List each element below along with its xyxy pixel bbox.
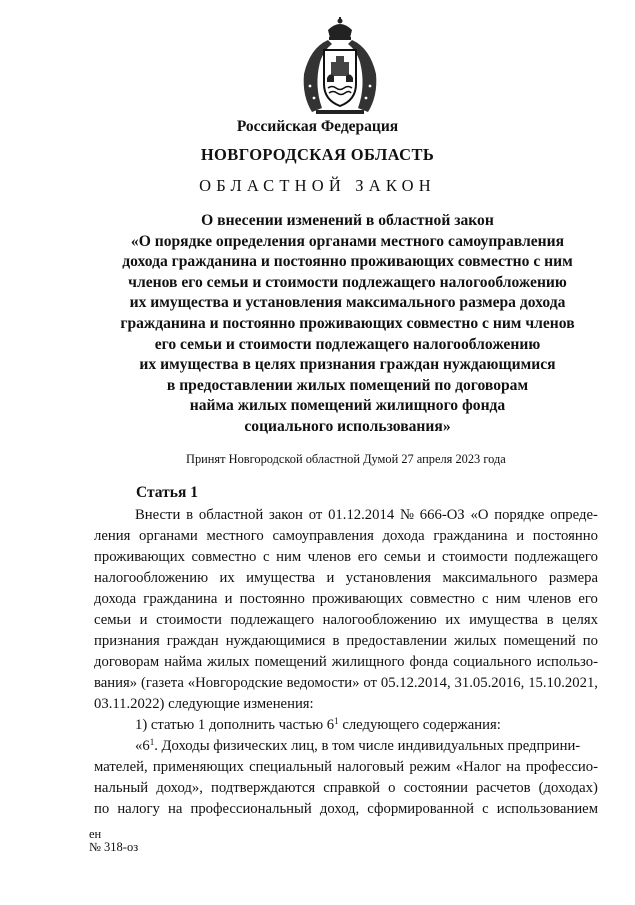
word: «Налог: [455, 759, 502, 775]
word: целях: [562, 612, 598, 628]
word: налоговый: [337, 759, 405, 775]
word: использо-: [536, 654, 598, 670]
word: в: [332, 633, 340, 649]
word: максимального: [442, 570, 538, 586]
word: на: [506, 759, 521, 775]
word: жилых: [207, 654, 250, 670]
word: стоимости: [441, 549, 508, 565]
word: семьи: [383, 549, 421, 565]
word: проживающих: [311, 591, 403, 607]
word: вания»: [94, 675, 138, 691]
word: 05.12.2014,: [380, 675, 451, 691]
word: их: [445, 612, 461, 628]
executor-initials: ен: [89, 827, 102, 841]
word: и: [427, 549, 436, 565]
word: его: [578, 591, 598, 607]
title-line: в предоставлении жилых помещений по договорам: [166, 376, 529, 394]
word: подтверждаются: [210, 780, 316, 796]
word: применяющих: [152, 759, 244, 775]
word: с: [263, 549, 270, 565]
body-line: [94, 568, 598, 589]
body-line: [94, 694, 598, 715]
document-footer: [89, 828, 138, 854]
word: в: [186, 507, 194, 523]
word: дохода: [382, 528, 425, 544]
quote-start: «6: [135, 738, 150, 754]
word: социального: [453, 654, 532, 670]
body-line: [94, 526, 598, 547]
list-item-sup: 1: [334, 716, 339, 726]
title-line: «О порядке определения органами местного самоуправления: [130, 232, 565, 250]
quote-line: [94, 799, 598, 820]
word: фонда: [409, 654, 449, 670]
word: жилищного: [331, 654, 405, 670]
word: на: [167, 801, 183, 817]
word: состоянии: [403, 780, 468, 796]
body-line: [94, 505, 598, 526]
word: налогообложению: [94, 570, 209, 586]
body-line: [94, 673, 598, 694]
word: профессио-: [525, 759, 598, 775]
word: ним: [276, 549, 302, 565]
list-item-after: следующего содержания:: [338, 717, 501, 733]
word: (доходах): [538, 780, 598, 796]
quote-first-rest: . Доходы физических лиц, в том числе индивидуальных предприни-: [154, 738, 581, 754]
word: и: [224, 591, 233, 607]
body-line: [94, 589, 598, 610]
word: №: [399, 507, 414, 523]
word: размера: [548, 570, 598, 586]
title-line: О внесении изменений в областной закон: [201, 212, 494, 229]
word: «Новгородские: [187, 675, 283, 691]
word: специальный: [249, 759, 332, 775]
word: режим: [409, 759, 451, 775]
word: самоуправления: [272, 528, 374, 544]
word: и: [516, 528, 525, 544]
word: от: [308, 507, 323, 523]
word: совместно: [191, 549, 257, 565]
law-number: № 318-оз: [89, 840, 139, 854]
word: расчетов: [476, 780, 531, 796]
word: 666-ОЗ: [419, 507, 465, 523]
word: о: [388, 780, 396, 796]
word: предоставлении: [346, 633, 447, 649]
title-line: найма жилых помещений жилищного фонда: [189, 397, 506, 415]
word: найма: [164, 654, 203, 670]
title-line: гражданина и постоянно проживающих совместно с ним членов: [120, 314, 575, 332]
coat-of-arms-icon: [298, 16, 382, 120]
title-line: социального использования»: [244, 417, 451, 435]
adoption-note: Принят Новгородской областной Думой 27 апреля 2023 года: [186, 452, 506, 466]
word: справкой: [323, 780, 381, 796]
word: и: [139, 612, 148, 628]
word: с: [482, 591, 489, 607]
word: и: [326, 570, 335, 586]
quote-sup: 1: [149, 737, 155, 747]
word: договорам: [94, 654, 160, 670]
word: помещений: [503, 633, 576, 649]
body-line: [94, 610, 598, 631]
word: Внести: [135, 507, 181, 523]
body-line: [94, 631, 598, 652]
word: от: [363, 675, 377, 691]
word: 31.05.2016,: [454, 675, 525, 691]
word: «О: [470, 507, 489, 523]
body-line-text: 03.11.2022) следующие изменения:: [94, 696, 314, 712]
quote-first-line: [94, 736, 598, 757]
quote-line: [94, 778, 598, 799]
title-line: их имущества и установления максимального размера дохода: [129, 294, 566, 312]
word: ведомости»: [286, 675, 360, 691]
word: налогообложению: [322, 612, 437, 628]
word: ления: [94, 528, 131, 544]
word: совместно: [410, 591, 475, 607]
word: нальный: [94, 780, 149, 796]
law-title: [95, 211, 600, 438]
word: 15.10.2021,: [528, 675, 598, 691]
word: его: [357, 549, 378, 565]
title-line: его семьи и стоимости подлежащего налогообложению: [154, 335, 541, 353]
word: имущества: [246, 570, 316, 586]
quote-line: [94, 757, 598, 778]
word: профессиональный: [190, 801, 312, 817]
word: доход,: [319, 801, 360, 817]
body-line: [94, 547, 598, 568]
word: доход»,: [156, 780, 203, 796]
word: признания: [94, 633, 160, 649]
word: подлежащего: [230, 612, 315, 628]
word: членов: [527, 591, 572, 607]
word: дохода: [94, 591, 137, 607]
word: сформированной: [367, 801, 474, 817]
list-item-text: [135, 715, 501, 736]
word: местного: [206, 528, 264, 544]
list-item-1: [94, 715, 598, 736]
word: (газета: [140, 675, 184, 691]
word: органами: [139, 528, 198, 544]
word: гражданина: [143, 591, 218, 607]
word: мателей,: [94, 759, 148, 775]
word: в: [546, 612, 554, 628]
word: постоянно: [532, 528, 598, 544]
word: их: [219, 570, 235, 586]
word: семьи: [94, 612, 132, 628]
title-line: их имущества в целях признания граждан нуждающимися: [139, 356, 556, 374]
title-line: членов его семьи и стоимости подлежащего налогообложению: [128, 273, 567, 291]
word: граждан: [166, 633, 219, 649]
word: установления: [345, 570, 432, 586]
word: жилых: [453, 633, 497, 649]
list-item-before: 1) статью 1 дополнить частью 6: [135, 717, 335, 733]
word: по: [94, 801, 110, 817]
word: порядке: [494, 507, 545, 523]
law-type-heading: ОБЛАСТНОЙ ЗАКОН: [199, 176, 436, 195]
region-heading: НОВГОРОДСКАЯ ОБЛАСТЬ: [200, 145, 435, 164]
word: имущества: [469, 612, 539, 628]
word: помещений: [254, 654, 327, 670]
word: закон: [268, 507, 303, 523]
word: ним: [495, 591, 521, 607]
article-heading: Статья 1: [136, 484, 198, 501]
word: по: [582, 633, 598, 649]
word: 01.12.2014: [328, 507, 395, 523]
word: гражданина: [433, 528, 508, 544]
quote-first-text: [135, 736, 580, 757]
title-line: дохода гражданина и постоянно проживающих совместно с ним: [122, 253, 573, 271]
word: нуждающимися: [225, 633, 326, 649]
word: использованием: [496, 801, 598, 817]
federation-heading: Российская Федерация: [236, 118, 399, 135]
word: с: [482, 801, 489, 817]
word: постоянно: [239, 591, 305, 607]
word: налогу: [117, 801, 160, 817]
article-body: [94, 505, 598, 820]
body-line: [94, 652, 598, 673]
word: стоимости: [156, 612, 222, 628]
word: членов: [307, 549, 352, 565]
word: опреде-: [550, 507, 598, 523]
word: подлежащего: [514, 549, 598, 565]
word: областной: [198, 507, 264, 523]
word: проживающих: [94, 549, 185, 565]
